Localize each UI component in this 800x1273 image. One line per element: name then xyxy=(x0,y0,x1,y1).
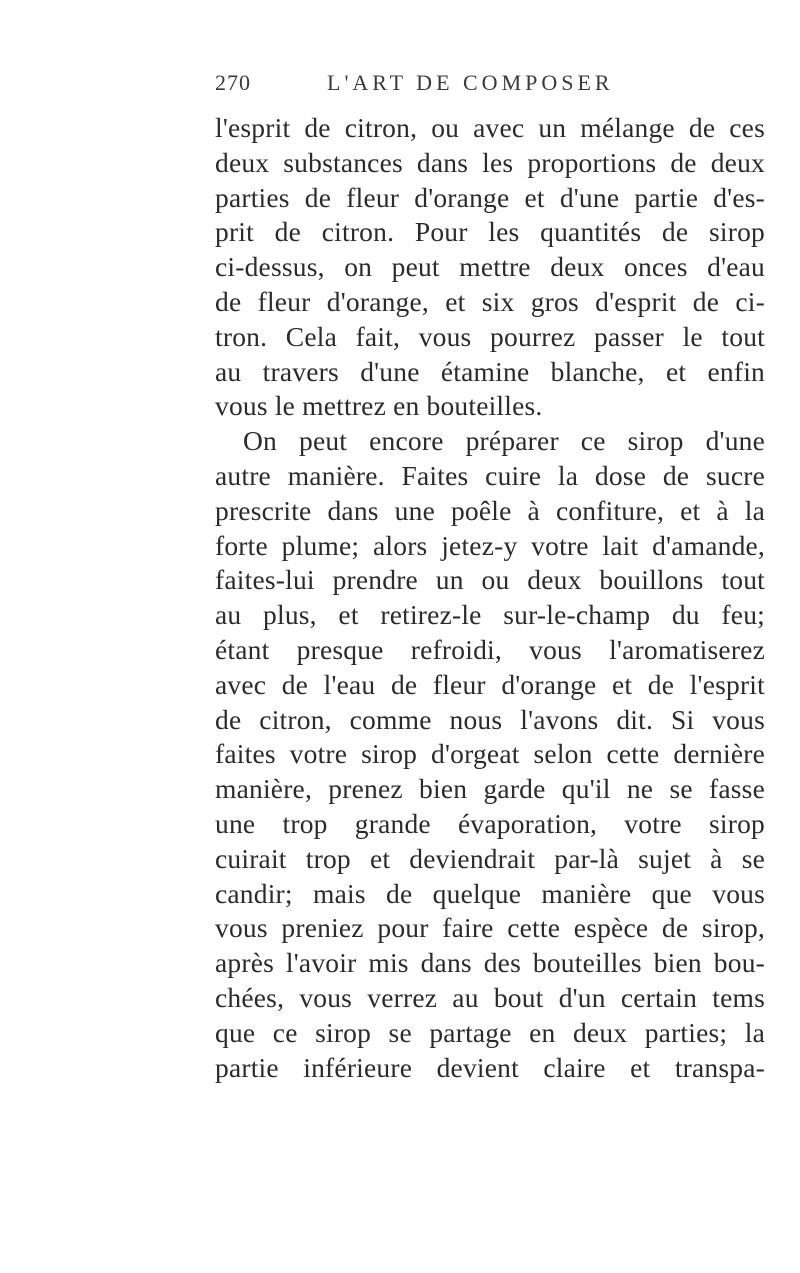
text-line: On peut encore préparer ce sirop d'une xyxy=(243,425,765,457)
text-line: l'esprit de citron, ou avec un mélange de ces xyxy=(215,112,765,143)
paragraph xyxy=(215,424,765,1085)
text-line: candir; mais de quelque manière que vous xyxy=(215,877,765,909)
text-line: deux substances dans les proportions de deux xyxy=(215,146,765,178)
text-line: au travers d'une étamine blanche, et enfin xyxy=(215,355,765,387)
text-line: ci-dessus, on peut mettre deux onces d'eau xyxy=(215,251,765,283)
text-line: faites-lui prendre un ou deux bouillons tout xyxy=(215,564,765,596)
text-line: faites votre sirop d'orgeat selon cette dernière xyxy=(215,738,765,770)
text-line: manière, prenez bien garde qu'il ne se fasse xyxy=(215,773,765,805)
text-line: avec de l'eau de fleur d'orange et de l'esprit xyxy=(215,668,765,700)
text-line: cuirait trop et deviendrait par-là sujet à se xyxy=(215,842,765,874)
text-line: de citron, comme nous l'avons dit. Si vous xyxy=(215,703,765,735)
text-line: étant presque refroidi, vous l'aromatiserez xyxy=(215,633,765,665)
text-line: partie inférieure devient claire et transpa- xyxy=(215,1051,765,1083)
text-line: autre manière. Faites cuire la dose de sucre xyxy=(215,459,765,491)
text-line: vous le mettrez en bouteilles. xyxy=(215,390,543,422)
page-number: 270 xyxy=(215,70,251,95)
text-line: vous preniez pour faire cette espèce de sirop, xyxy=(215,912,765,944)
body-text xyxy=(215,111,765,1085)
text-line: parties de fleur d'orange et d'une partie d'es- xyxy=(215,181,765,213)
running-title: L'ART DE COMPOSER xyxy=(327,70,614,95)
text-line: au plus, et retirez-le sur-le-champ du feu; xyxy=(215,599,765,631)
text-line: de fleur d'orange, et six gros d'esprit de ci- xyxy=(215,285,765,317)
text-line: après l'avoir mis dans des bouteilles bien bou- xyxy=(215,947,765,979)
text-line: que ce sirop se partage en deux parties; la xyxy=(215,1016,765,1048)
text-line: une trop grande évaporation, votre sirop xyxy=(215,807,765,839)
text-line: prit de citron. Pour les quantités de sirop xyxy=(215,216,765,248)
running-head xyxy=(215,70,775,110)
paragraph xyxy=(215,111,765,424)
text-line: prescrite dans une poêle à confiture, et à la xyxy=(215,494,765,526)
text-line: chées, vous verrez au bout d'un certain tems xyxy=(215,981,765,1013)
text-line: tron. Cela fait, vous pourrez passer le tout xyxy=(215,320,765,352)
text-line: forte plume; alors jetez-y votre lait d'amande, xyxy=(215,529,765,561)
